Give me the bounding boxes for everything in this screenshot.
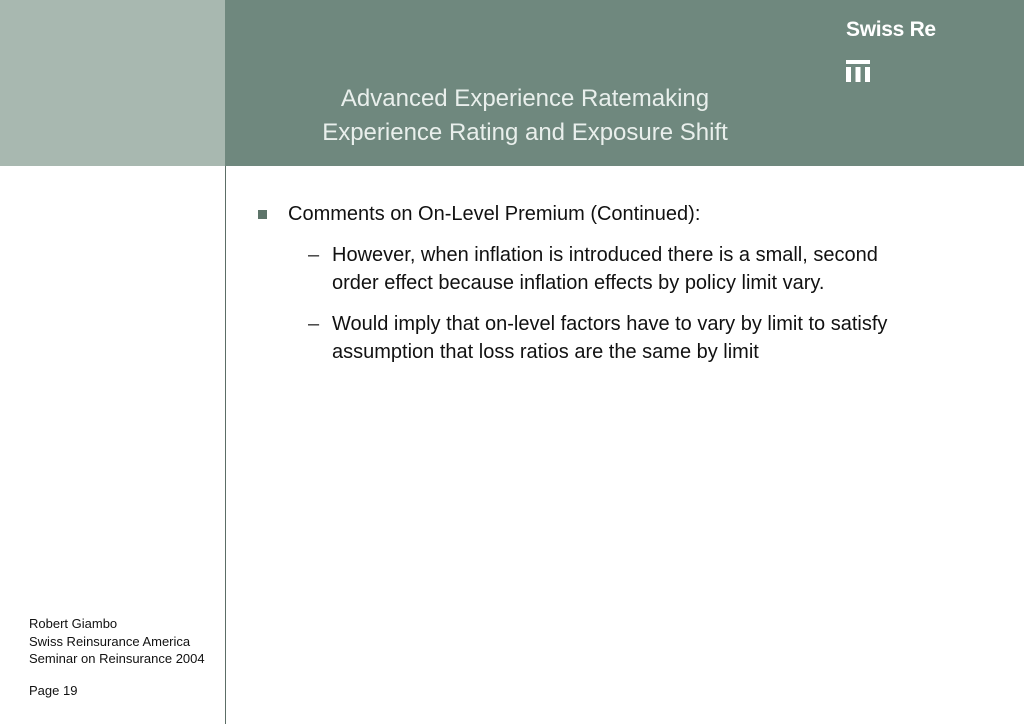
sub-bullet-line: order effect because inflation effects by policy limit vary. [332, 272, 825, 294]
bullet-item [255, 200, 995, 228]
swiss-re-logo-icon [846, 60, 870, 82]
slide-title [225, 82, 825, 150]
slide-content [255, 200, 995, 366]
header-left-panel [0, 0, 225, 166]
sub-bullet-line: However, when inflation is introduced there is a small, second [332, 244, 878, 266]
dash-bullet-icon: – [308, 313, 320, 335]
sub-bullet-line: Would imply that on-level factors have to vary by limit to satisfy [332, 313, 888, 335]
footer-event: Seminar on Reinsurance 2004 [29, 651, 205, 666]
footer-company: Swiss Reinsurance America [29, 633, 191, 649]
brand-name: Swiss Re [846, 18, 936, 41]
footer-info [29, 615, 205, 668]
vertical-divider [225, 166, 226, 724]
title-line-2: Experience Rating and Exposure Shift [322, 119, 728, 146]
sub-bullet-item [308, 241, 995, 297]
footer-author: Robert Giambo [29, 616, 118, 631]
sub-bullet-line: assumption that loss ratios are the same by limit [332, 341, 759, 363]
title-line-1: Advanced Experience Ratemaking [340, 85, 710, 112]
page-number: Page 19 [29, 683, 78, 698]
bullet-text: Comments on On-Level Premium (Continued): [288, 203, 701, 225]
sub-bullet-item [308, 310, 995, 366]
square-bullet-icon [258, 210, 267, 219]
dash-bullet-icon: – [308, 244, 320, 266]
